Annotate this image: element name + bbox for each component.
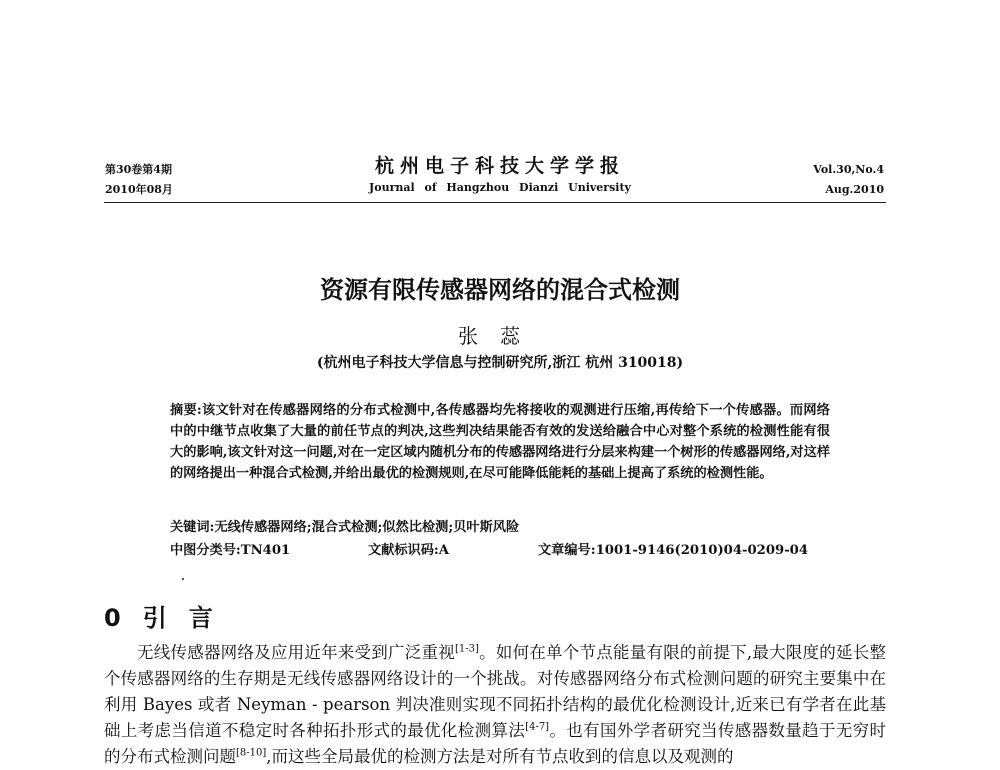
keywords-label: 关键词:	[170, 520, 215, 535]
header-right	[813, 160, 884, 200]
abstract-label: 摘要:	[170, 403, 202, 418]
body-segment: 无线传感器网络及应用近年来受到广泛重视	[137, 643, 455, 662]
article-number: 文章编号:1001-9146(2010)04-0209-04	[538, 543, 809, 558]
abstract-text: 该文针对在传感器网络的分布式检测中,各传感器均先将接收的观测进行压缩,再传给下一个传感器。而网络中的中继节点收集了大量的前任节点的判决,这些判决结果能否有效的发送给融合中心对整个系统的检测性能有很大的影响,该文针对这一问题,对在一定区域内随机分布的传感器网络进行分层来构建一个树形的传感器网络,对这样的网络提出一种混合式检测,并给出最优的检测规则,在尽可能降低能耗的基础上提高了系统的检测性能。	[170, 403, 830, 481]
section-title: 引言	[142, 604, 235, 632]
document-code: 文献标识码:A	[368, 543, 450, 558]
section-heading	[104, 598, 235, 633]
journal-name-cn: 杭州电子科技大学学报	[374, 155, 625, 177]
author-name: 张蕊	[458, 324, 542, 348]
body-segment: 。如何在单个节点能量有限的前提下,最大限度的延长整个传感器网络的生存期是无线传感器网络设计的一个挑战。对传感器网络分布式检测问题的研究主要集中在利用 Bayes 或者 Neyman - pearson 判决准则实现不同拓扑结构的最优化检测设计,近来已有学者在此基础上考虑当信道不稳定时各种拓扑形式的最优化检测算法	[104, 643, 886, 740]
clc-number: 中图分类号:TN401	[170, 543, 291, 558]
keywords-text: 无线传感器网络;混合式检测;似然比检测;贝叶斯风险	[214, 520, 520, 535]
abstract	[170, 400, 830, 484]
date-en: Aug.2010	[825, 183, 884, 196]
date-cn: 2010年08月	[105, 183, 173, 196]
header-divider	[104, 202, 886, 203]
volume-issue-en: Vol.30,No.4	[813, 163, 884, 176]
journal-name-en: Journal of Hangzhou Dianzi University	[369, 181, 631, 194]
citation-ref[interactable]: [8-10]	[236, 747, 267, 759]
article-title: 资源有限传感器网络的混合式检测	[320, 276, 680, 304]
author-affiliation: (杭州电子科技大学信息与控制研究所,浙江 杭州 310018)	[316, 355, 684, 371]
keywords	[170, 517, 830, 538]
volume-issue-cn: 第30卷第4期	[105, 163, 172, 176]
body-segment: ,而这些全局最优的检测方法是对所有节点收到的信息以及观测的	[266, 747, 734, 766]
intro-paragraph	[104, 640, 886, 770]
section-number: 0	[104, 604, 121, 632]
body-segment: 。也有国外学者研究当传感器数量趋于无穷时的分布式检测问题	[104, 721, 887, 766]
citation-ref[interactable]: [4-7]	[525, 721, 550, 733]
citation-ref[interactable]: [1-3]	[454, 643, 479, 655]
body-text	[104, 640, 886, 770]
scan-speck	[182, 578, 184, 580]
